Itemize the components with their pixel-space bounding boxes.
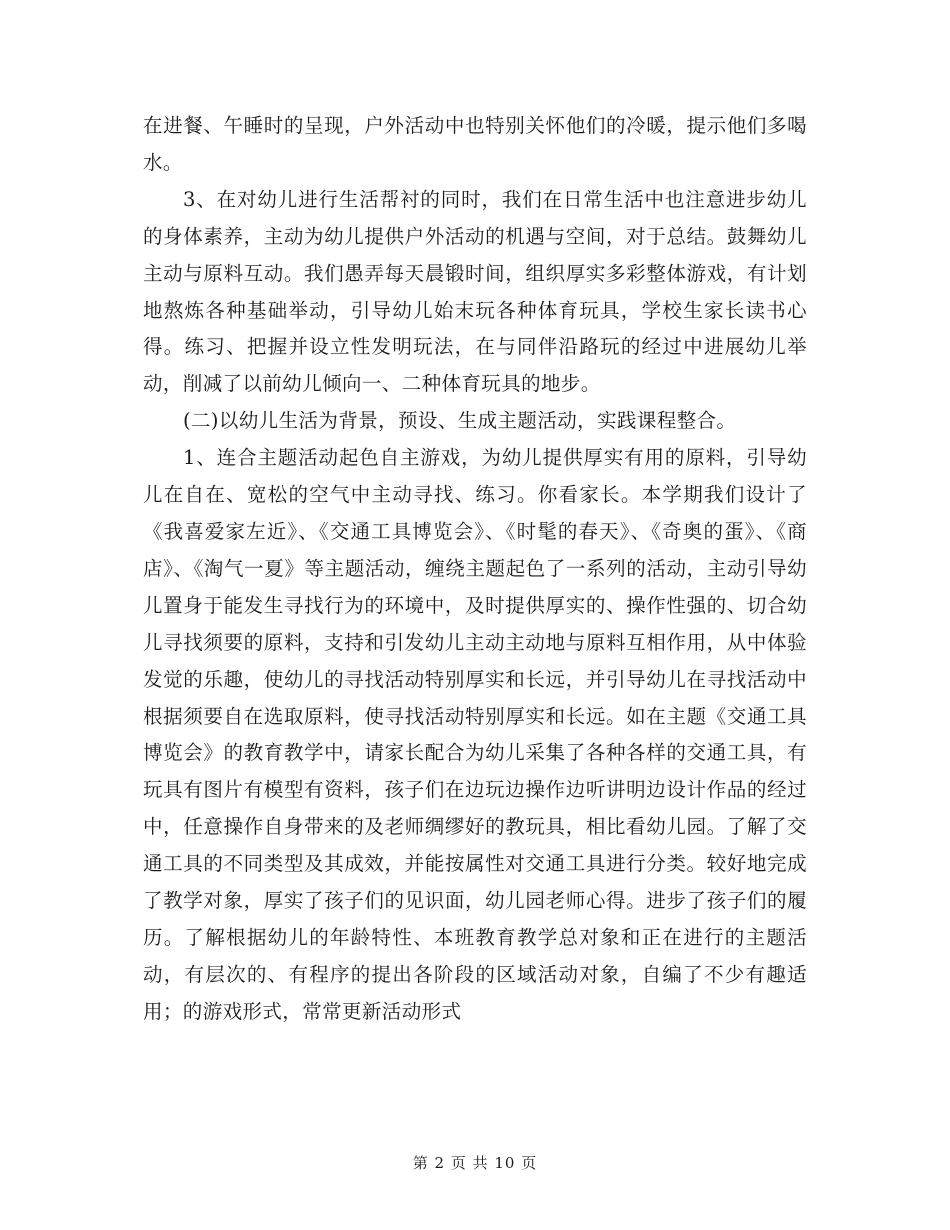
paragraph-continuation: 在进餐、午睡时的呈现，户外活动中也特别关怀他们的冷暖，提示他们多喝水。 xyxy=(143,114,807,174)
document-body xyxy=(143,108,807,1031)
paragraph-item-3: 3、在对幼儿进行生活帮衬的同时，我们在日常生活中也注意进步幼儿的身体素养，主动为幼儿提供户外活动的机遇与空间，对于总结。鼓舞幼儿主动与原料互动。我们愚弄每天晨锻时间，组织厚实多彩整体游戏，有计划地熬炼各种基础举动，引导幼儿始末玩各种体育玩具，学校生家长读书心得。练习、把握并设立性发明玩法，在与同伴沿路玩的经过中进展幼儿举动，削减了以前幼儿倾向一、二种体育玩具的地步。 xyxy=(143,187,807,396)
section-heading-2: (二)以幼儿生活为背景，预设、生成主题活动，实践课程整合。 xyxy=(183,409,737,433)
paragraph-item-1: 1、连合主题活动起色自主游戏，为幼儿提供厚实有用的原料，引导幼儿在自在、宽松的空气中主动寻找、练习。你看家长。本学期我们设计了《我喜爱家左近》、《交通工具博览会》、《时髦的春天》、《奇奥的蛋》、《商店》、《淘气一夏》等主题活动，缠绕主题起色了一系列的活动，主动引导幼儿置身于能发生寻找行为的环境中，及时提供厚实的、操作性强的、切合幼儿寻找须要的原料，支持和引发幼儿主动主动地与原料互相作用，从中体验发觉的乐趣，使幼儿的寻找活动特别厚实和长远，并引导幼儿在寻找活动中根据须要自在选取原料，使寻找活动特别厚实和长远。如在主题《交通工具博览会》的教育教学中，请家长配合为幼儿采集了各种各样的交通工具，有玩具有图片有模型有资料，孩子们在边玩边操作边听讲明边设计作品的经过中，任意操作自身带来的及老师绸缪好的教玩具，相比看幼儿园。了解了交通工具的不同类型及其成效，并能按属性对交通工具进行分类。较好地完成了教学对象，厚实了孩子们的见识面，幼儿园老师心得。进步了孩子们的履历。了解根据幼儿的年龄特性、本班教育教学总对象和正在进行的主题活动，有层次的、有程序的提出各阶段的区域活动对象，自编了不少有趣适用；的游戏形式，常常更新活动形式 xyxy=(143,446,807,1023)
page-number: 第 2 页 共 10 页 xyxy=(412,1154,538,1172)
